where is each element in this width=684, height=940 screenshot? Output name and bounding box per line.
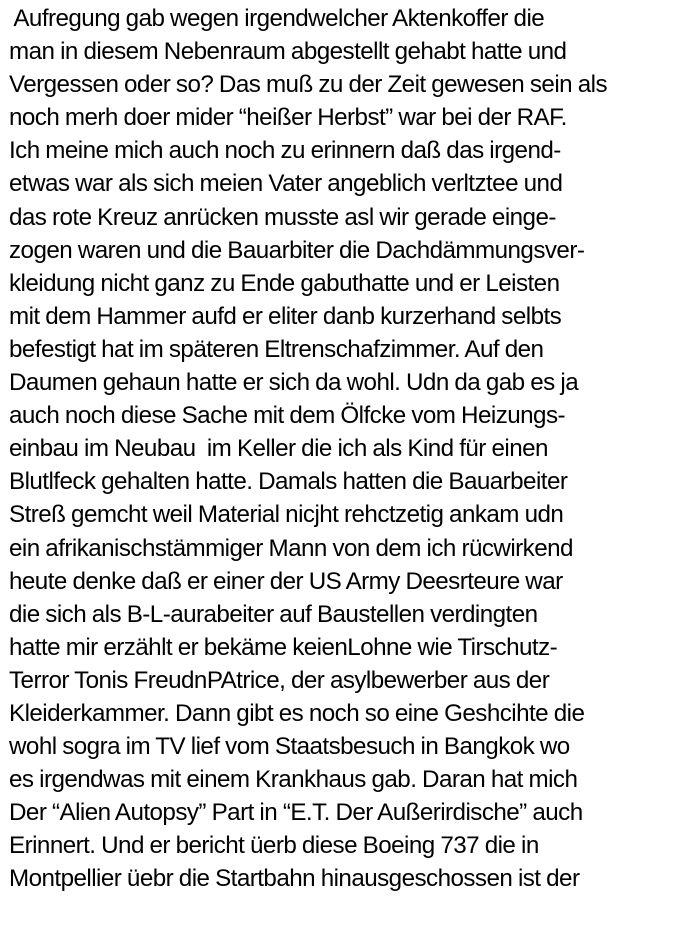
text-line-23: wohl sogra im TV lief vom Staatsbesuch in Bangkok wo xyxy=(9,733,570,761)
text-line-27: Montpellier üebr die Startbahn hinausgeschossen ist der xyxy=(9,865,580,893)
text-line-24: es irgendwas mit einem Krankhaus gab. Daran hat mich xyxy=(9,766,578,794)
text-line-16: Streß gemcht weil Material nicjht rehctzetig ankam udn xyxy=(9,501,564,529)
text-line-14: einbau im Neubau im Keller die ich als Kind für einen xyxy=(9,435,548,463)
text-line-9: kleidung nicht ganz zu Ende gabuthatte und er Leisten xyxy=(9,269,560,297)
text-line-26: Erinnert. Und er bericht üerb diese Boeing 737 die in xyxy=(9,832,539,860)
text-line-8: zogen waren und die Bauarbiter die Dachdämmungsver- xyxy=(9,236,585,264)
text-line-19: die sich als B-L-aurabeiter auf Baustellen verdingten xyxy=(9,600,538,628)
text-line-20: hatte mir erzählt er bekäme keienLohne wie Tirschutz- xyxy=(9,633,558,661)
text-line-4: noch merh doer mider “heißer Herbst” war bei der RAF. xyxy=(9,104,567,132)
text-line-10: mit dem Hammer aufd er eliter danb kurzerhand selbts xyxy=(9,302,562,330)
text-line-3: Vergessen oder so? Das muß zu der Zeit gewesen sein als xyxy=(9,71,607,99)
text-line-21: Terror Tonis FreudnPAtrice, der asylbewerber aus der xyxy=(9,666,550,694)
text-line-1: Aufregung gab wegen irgendwelcher Aktenkoffer die xyxy=(9,5,545,32)
text-line-18: heute denke daß er einer der US Army Deesrteure war xyxy=(9,567,563,595)
text-line-12: Daumen gehaun hatte er sich da wohl. Udn da gab es ja xyxy=(9,369,579,397)
text-line-17: ein afrikanischstämmiger Mann von dem ich rücwirkend xyxy=(9,534,573,562)
text-line-5: Ich meine mich auch noch zu erinnern daß das irgend- xyxy=(9,137,561,165)
text-line-13: auch noch diese Sache mit dem Ölfcke vom Heizungs- xyxy=(9,402,565,430)
body-text xyxy=(9,2,681,896)
text-line-11: befestigt hat im späteren Eltrenschafzimmer. Auf den xyxy=(9,335,544,363)
text-line-22: Kleiderkammer. Dann gibt es noch so eine Geshcihte die xyxy=(9,699,585,727)
text-line-25: Der “Alien Autopsy” Part in “E.T. Der Außerirdische” auch xyxy=(9,799,583,827)
text-line-2: man in diesem Nebenraum abgestellt gehabt hatte und xyxy=(9,38,567,66)
text-line-6: etwas war als sich meien Vater angeblich verltztee und xyxy=(9,170,563,198)
text-line-7: das rote Kreuz anrücken musste asl wir gerade einge- xyxy=(9,203,556,231)
text-line-15: Blutlfeck gehalten hatte. Damals hatten die Bauarbeiter xyxy=(9,468,568,496)
